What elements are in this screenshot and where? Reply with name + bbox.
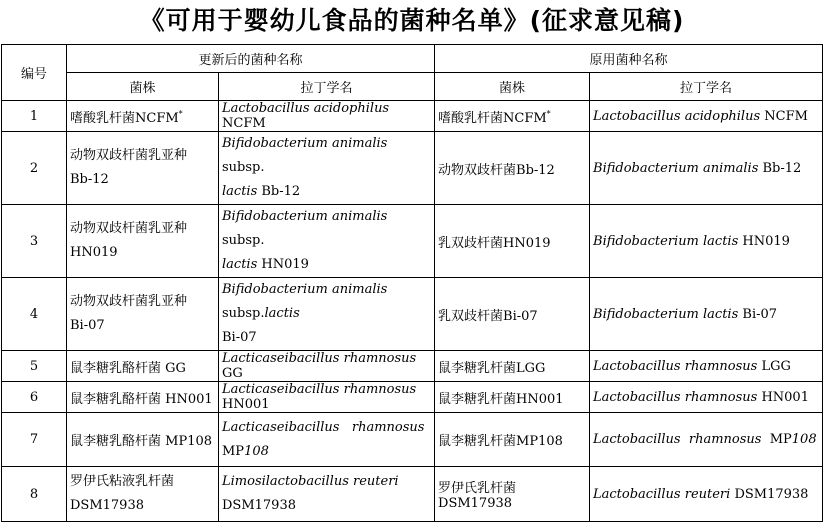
new-strain-cell: 动物双歧杆菌乳亚种 Bb-12 xyxy=(67,132,219,205)
header-number: 编号 xyxy=(2,45,67,101)
table-header-row xyxy=(2,45,823,73)
subheader-new-strain: 菌株 xyxy=(67,73,219,101)
subheader-old-strain: 菌株 xyxy=(435,73,590,101)
header-original-name: 原用菌种名称 xyxy=(435,45,823,73)
old-latin-cell: Lactobacillus reuteri DSM17938 xyxy=(590,467,823,522)
old-latin-cell: Lactobacillus rhamnosus LGG xyxy=(590,351,823,382)
row-number: 7 xyxy=(2,413,67,467)
table-row xyxy=(2,467,823,522)
new-latin-cell: Lacticaseibacillus rhamnosus GG xyxy=(219,351,435,382)
document-title: 《可用于婴幼儿食品的菌种名单》(征求意见稿) xyxy=(139,6,685,35)
new-strain-cell: 动物双歧杆菌乳亚种 HN019 xyxy=(67,205,219,278)
row-number: 6 xyxy=(2,382,67,413)
table-row xyxy=(2,101,823,132)
old-strain-cell: 鼠李糖乳杆菌LGG xyxy=(435,351,590,382)
header-updated-name: 更新后的菌种名称 xyxy=(67,45,435,73)
row-number: 5 xyxy=(2,351,67,382)
new-latin-cell: Bifidobacterium animalis subsp.lactis Bi-07 xyxy=(219,278,435,351)
table-row xyxy=(2,351,823,382)
old-latin-cell: Lactobacillus acidophilus NCFM xyxy=(590,101,823,132)
subheader-new-latin: 拉丁学名 xyxy=(219,73,435,101)
old-strain-cell: 罗伊氏乳杆菌DSM17938 xyxy=(435,467,590,522)
new-latin-cell: Limosilactobacillus reuteri DSM17938 xyxy=(219,467,435,522)
old-strain-cell: 乳双歧杆菌Bi-07 xyxy=(435,278,590,351)
old-latin-cell: Lactobacillus rhamnosus MP108 xyxy=(590,413,823,467)
row-number: 4 xyxy=(2,278,67,351)
old-strain-cell: 鼠李糖乳杆菌MP108 xyxy=(435,413,590,467)
table-row xyxy=(2,278,823,351)
new-strain-cell: 鼠李糖乳酪杆菌 GG xyxy=(67,351,219,382)
new-latin-cell: Bifidobacterium animalis subsp. lactis HN019 xyxy=(219,205,435,278)
new-strain-cell: 鼠李糖乳酪杆菌 MP108 xyxy=(67,413,219,467)
row-number: 3 xyxy=(2,205,67,278)
old-strain-cell: 嗜酸乳杆菌NCFM* xyxy=(435,101,590,132)
table-row xyxy=(2,205,823,278)
new-latin-cell: Bifidobacterium animalis subsp. lactis Bb-12 xyxy=(219,132,435,205)
new-latin-cell: Lacticaseibacillus rhamnosus HN001 xyxy=(219,382,435,413)
old-latin-cell: Bifidobacterium lactis HN019 xyxy=(590,205,823,278)
old-latin-cell: Bifidobacterium animalis Bb-12 xyxy=(590,132,823,205)
new-strain-cell: 动物双歧杆菌乳亚种 Bi-07 xyxy=(67,278,219,351)
old-latin-cell: Bifidobacterium lactis Bi-07 xyxy=(590,278,823,351)
subheader-old-latin: 拉丁学名 xyxy=(590,73,823,101)
new-strain-cell: 鼠李糖乳酪杆菌 HN001 xyxy=(67,382,219,413)
old-strain-cell: 乳双歧杆菌HN019 xyxy=(435,205,590,278)
strain-table xyxy=(1,44,823,522)
row-number: 1 xyxy=(2,101,67,132)
old-strain-cell: 动物双歧杆菌Bb-12 xyxy=(435,132,590,205)
table-row xyxy=(2,132,823,205)
new-latin-cell: Lactobacillus acidophilus NCFM xyxy=(219,101,435,132)
new-strain-cell: 嗜酸乳杆菌NCFM* xyxy=(67,101,219,132)
table-subheader-row xyxy=(2,73,823,101)
table-row xyxy=(2,413,823,467)
row-number: 8 xyxy=(2,467,67,522)
new-latin-cell: Lacticaseibacillus rhamnosus MP108 xyxy=(219,413,435,467)
table-row xyxy=(2,382,823,413)
old-latin-cell: Lactobacillus rhamnosus HN001 xyxy=(590,382,823,413)
row-number: 2 xyxy=(2,132,67,205)
old-strain-cell: 鼠李糖乳杆菌HN001 xyxy=(435,382,590,413)
new-strain-cell: 罗伊氏粘液乳杆菌 DSM17938 xyxy=(67,467,219,522)
